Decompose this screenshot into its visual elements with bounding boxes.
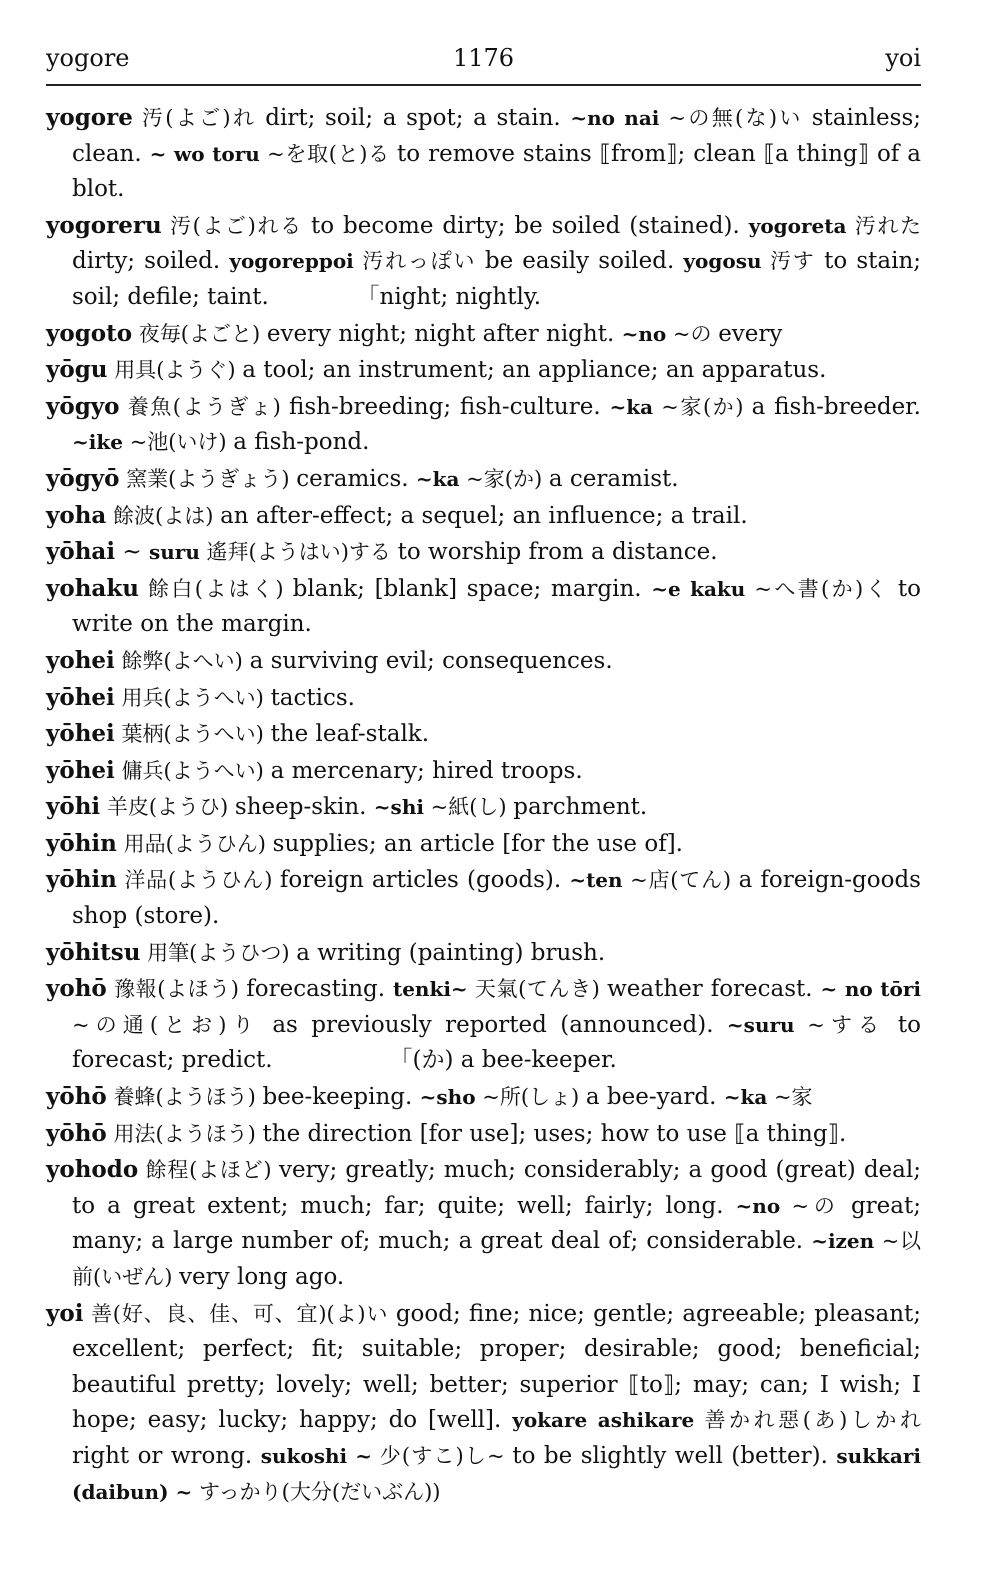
entry-subphrase: tenki~ bbox=[392, 977, 468, 1002]
entry-subphrase: sukoshi ~ bbox=[260, 1443, 372, 1468]
entry-subphrase: yogoreppoi bbox=[229, 249, 354, 274]
entry-japanese: ~池(いけ) bbox=[122, 430, 234, 455]
entry-definition: forecasting. bbox=[246, 976, 393, 1003]
dictionary-entry-yoho3 bbox=[46, 1116, 921, 1153]
entry-definition: a fish-breeder. bbox=[751, 393, 929, 420]
entry-japanese: 豫報(よほう) bbox=[106, 977, 247, 1002]
entry-definition: be easily soiled. bbox=[484, 248, 684, 275]
entry-japanese: 用法(ようほう) bbox=[106, 1121, 263, 1146]
entry-definition: sheep-skin. bbox=[234, 794, 374, 821]
entry-headword: yōhin bbox=[46, 829, 117, 857]
entry-japanese: ~店(てん) bbox=[622, 868, 739, 893]
entry-japanese: 善(好、良、佳、可、宜)(よ)い bbox=[83, 1301, 396, 1326]
dictionary-entry-yohitsu bbox=[46, 935, 921, 972]
entry-japanese: 汚れっぽい bbox=[353, 249, 485, 274]
entry-list bbox=[46, 100, 929, 1510]
entry-definition: blank; [blank] space; margin. bbox=[292, 575, 652, 602]
entry-subphrase: ~suru bbox=[726, 1012, 795, 1037]
entry-subphrase: sukkari (daibun) ~ bbox=[72, 1443, 928, 1504]
entry-headword: yohō bbox=[46, 975, 107, 1003]
entry-definition: great; many; a large number of; much; a great deal of; considerable. bbox=[72, 1192, 929, 1255]
entry-subphrase: ~ike bbox=[72, 430, 123, 455]
header-rule bbox=[46, 84, 921, 86]
entry-japanese: 夜毎(よごと) bbox=[132, 321, 267, 346]
entry-japanese: 窯業(ようぎょう) bbox=[119, 466, 297, 491]
dictionary-entry-yohi bbox=[46, 789, 921, 826]
entry-japanese: すっかり(大分(だいぶん)) bbox=[192, 1479, 441, 1504]
entry-japanese: 養魚(ようぎょ) bbox=[119, 394, 290, 419]
entry-japanese: 汚(よご)れる bbox=[161, 213, 311, 238]
dictionary-entry-yogoto bbox=[46, 316, 921, 353]
entry-japanese: 洋品(ようひん) bbox=[116, 868, 280, 893]
entry-headword: yōgu bbox=[46, 356, 108, 384]
entry-definition: very long ago. bbox=[179, 1264, 345, 1290]
entry-japanese: 葉柄(ようへい) bbox=[114, 722, 271, 747]
dictionary-entry-yogyo bbox=[46, 389, 929, 461]
entry-definition: bee-keeping. bbox=[262, 1084, 420, 1111]
entry-definition: a foreign-goods shop (store). bbox=[72, 867, 929, 930]
entry-japanese: ~家(か) bbox=[459, 466, 549, 491]
entry-subphrase: ~ wo toru bbox=[149, 141, 260, 166]
entry-subphrase: ~no bbox=[621, 321, 667, 346]
dictionary-entry-yohei2 bbox=[46, 680, 921, 717]
dictionary-entry-yohei3 bbox=[46, 716, 921, 753]
entry-japanese: ~する bbox=[794, 1012, 898, 1037]
entry-definition: very; greatly; much; considerably; a good (great) deal; to a great extent; much; far; quite; well; fairly; long. bbox=[72, 1157, 929, 1219]
dictionary-entry-yogore bbox=[46, 100, 929, 208]
entry-subphrase: yogosu bbox=[683, 249, 762, 274]
entry-definition: a surviving evil; consequences. bbox=[249, 647, 613, 674]
entry-headword: yohei bbox=[46, 646, 115, 674]
entry-subphrase: ~izen bbox=[811, 1229, 875, 1254]
entry-japanese: ~の無(な)い bbox=[659, 106, 812, 130]
entry-definition: to be slightly well (better). bbox=[512, 1442, 837, 1469]
entry-japanese: ~紙(し) bbox=[423, 795, 514, 820]
entry-definition: to become dirty; be soiled (stained). bbox=[310, 212, 749, 239]
entry-japanese: 餘波(よは) bbox=[106, 503, 221, 528]
entry-headword: yōhei bbox=[46, 720, 115, 748]
entry-japanese: ~を取(と)る bbox=[259, 141, 398, 166]
entry-definition: as previously reported (announced). bbox=[272, 1011, 727, 1038]
entry-subphrase: suru bbox=[148, 540, 200, 565]
dictionary-entry-yogoreru bbox=[46, 208, 929, 316]
entry-definition: the direction [for use]; uses; how to use ⟦a thing⟧. bbox=[262, 1120, 847, 1147]
entry-definition: fish-breeding; fish-culture. bbox=[289, 393, 610, 420]
entry-headword: yōhi bbox=[46, 793, 101, 821]
entry-japanese: ~の bbox=[666, 321, 719, 346]
entry-subphrase: ~ no tōri bbox=[820, 977, 921, 1002]
entry-definition: tactics. bbox=[270, 684, 355, 711]
entry-japanese: 少(すこ)し~ bbox=[371, 1443, 513, 1468]
dictionary-entry-yohaku bbox=[46, 571, 929, 643]
dictionary-entry-yohei bbox=[46, 643, 921, 680]
entry-japanese: 善かれ惡(あ)しかれ bbox=[694, 1408, 928, 1433]
entry-japanese: 天氣(てんき) bbox=[467, 977, 608, 1002]
entry-subphrase: ~ka bbox=[609, 394, 654, 419]
entry-japanese: 汚(よご)れ bbox=[132, 106, 266, 130]
entry-japanese: 餘白(よはく) bbox=[139, 576, 293, 601]
header-right-guideword: yoi bbox=[885, 44, 921, 72]
entry-definition: parchment. bbox=[513, 794, 648, 821]
entry-headword: yohaku bbox=[46, 574, 139, 602]
entry-definition: dirty; soiled. bbox=[72, 248, 230, 275]
entry-subphrase: ~ten bbox=[569, 868, 623, 893]
entry-japanese: 用具(ようぐ) bbox=[107, 358, 243, 383]
entry-subphrase: ~shi bbox=[373, 795, 424, 820]
entry-subphrase: ~no bbox=[735, 1193, 781, 1218]
entry-definition: to worship from a distance. bbox=[397, 539, 718, 566]
entry-definition: to stain; soil; defile; taint. 「night; nightly. bbox=[72, 248, 929, 310]
dictionary-entry-yohin2 bbox=[46, 862, 929, 934]
entry-subphrase: ~ka bbox=[723, 1085, 768, 1110]
dictionary-entry-yohodo bbox=[46, 1152, 929, 1295]
entry-headword: yōhō bbox=[46, 1119, 107, 1147]
entry-headword: yogoto bbox=[46, 319, 133, 347]
entry-definition: weather forecast. bbox=[607, 976, 821, 1003]
dictionary-entry-yohin bbox=[46, 826, 921, 863]
running-header bbox=[46, 44, 921, 76]
entry-headword: yōhitsu bbox=[46, 938, 141, 966]
entry-japanese: 餘程(よほど) bbox=[138, 1158, 279, 1183]
entry-japanese: ~所(しょ) bbox=[475, 1085, 586, 1110]
entry-japanese: ~以前(いぜん) bbox=[72, 1229, 921, 1289]
entry-japanese: 羊皮(ようひ) bbox=[100, 795, 235, 820]
entry-headword: yoi bbox=[46, 1299, 84, 1327]
entry-definition: ceramics. bbox=[296, 465, 416, 492]
entry-headword: yohodo bbox=[46, 1156, 139, 1184]
entry-japanese: 汚す bbox=[761, 249, 825, 274]
entry-subphrase: ~e kaku bbox=[651, 576, 746, 601]
entry-subphrase: ~sho bbox=[419, 1085, 476, 1110]
entry-definition: a fish-pond. bbox=[233, 429, 370, 456]
entry-definition: to remove stains ⟦from⟧; clean ⟦a thing⟧ of a blot. bbox=[72, 140, 929, 203]
entry-headword: yogoreru bbox=[46, 211, 162, 239]
entry-headword: yōhei bbox=[46, 683, 115, 711]
entry-japanese: 遙拜(ようはい)する bbox=[199, 540, 398, 565]
entry-definition: a tool; an instrument; an appliance; an apparatus. bbox=[242, 357, 827, 384]
entry-definition: dirt; soil; a spot; a stain. bbox=[265, 105, 571, 131]
entry-japanese: 用品(ようひん) bbox=[116, 831, 273, 856]
entry-definition: to forecast; predict. 「(か) a bee-keeper. bbox=[72, 1011, 929, 1074]
entry-japanese: ~家 bbox=[767, 1085, 813, 1110]
entry-definition: a mercenary; hired troops. bbox=[270, 757, 583, 784]
entry-definition: every bbox=[718, 320, 783, 347]
dictionary-entry-yogyo2 bbox=[46, 461, 921, 498]
dictionary-entry-yogu bbox=[46, 352, 921, 389]
entry-definition: good; fine; nice; gentle; agreeable; pleasant; excellent; perfect; fit; suitable; proper; desirable; good; beneficial; beautiful pretty; lovely; well; better; superior ⟦to⟧; may; can; I wish; I hope; easy; lucky; happy; do [well]. bbox=[72, 1300, 929, 1434]
entry-headword: yoha bbox=[46, 501, 107, 529]
entry-japanese: 用筆(ようひつ) bbox=[140, 940, 297, 965]
dictionary-entry-yoi bbox=[46, 1296, 929, 1511]
entry-definition: the leaf-stalk. bbox=[270, 721, 430, 748]
entry-subphrase: ~ka bbox=[415, 466, 460, 491]
entry-definition: foreign articles (goods). bbox=[279, 867, 570, 894]
entry-headword: yōhō bbox=[46, 1083, 107, 1111]
entry-definition: an after-effect; a sequel; an influence; a trail. bbox=[220, 502, 748, 529]
entry-headword: yōhai bbox=[46, 538, 116, 566]
entry-headword: yōgyo bbox=[46, 392, 120, 420]
entry-definition: to write on the margin. bbox=[72, 575, 929, 638]
entry-definition: supplies; an article [for the use of]. bbox=[272, 830, 683, 857]
entry-headword: yōgyō bbox=[46, 464, 120, 492]
dictionary-entry-yohei4 bbox=[46, 753, 921, 790]
entry-definition: every night; night after night. bbox=[266, 320, 622, 347]
entry-japanese: ~の bbox=[780, 1193, 851, 1218]
dictionary-entry-yohai bbox=[46, 534, 921, 571]
entry-japanese: 養蜂(ようほう) bbox=[106, 1085, 263, 1110]
entry-headword: yōhin bbox=[46, 866, 117, 894]
entry-headword: yogore bbox=[46, 104, 133, 131]
entry-japanese: ~家(か) bbox=[653, 394, 752, 419]
page-number: 1176 bbox=[452, 44, 515, 72]
entry-subphrase: yogoreta bbox=[748, 213, 847, 238]
entry-definition: a ceramist. bbox=[548, 465, 679, 492]
entry-definition: right or wrong. bbox=[72, 1442, 261, 1469]
dictionary-entry-yoho2 bbox=[46, 1079, 921, 1116]
header-left-guideword: yogore bbox=[46, 44, 130, 72]
entry-definition: a writing (painting) brush. bbox=[296, 939, 606, 966]
entry-subphrase: ~no nai bbox=[570, 106, 660, 130]
entry-definition: stainless; clean. bbox=[72, 105, 929, 167]
entry-japanese: 傭兵(ようへい) bbox=[114, 758, 271, 783]
entry-definition: ~ bbox=[115, 539, 149, 566]
entry-japanese: 餘弊(よへい) bbox=[114, 648, 250, 673]
entry-japanese: 用兵(ようへい) bbox=[114, 685, 271, 710]
entry-subphrase: yokare ashikare bbox=[512, 1408, 695, 1433]
entry-headword: yōhei bbox=[46, 756, 115, 784]
entry-japanese: ~の通(とお)り bbox=[72, 977, 928, 1037]
entry-japanese: ~へ書(か)く bbox=[745, 576, 898, 601]
entry-japanese: 汚れた bbox=[846, 213, 928, 238]
dictionary-entry-yoho bbox=[46, 971, 929, 1079]
entry-definition: a bee-yard. bbox=[585, 1084, 724, 1111]
dictionary-entry-yoha bbox=[46, 498, 921, 535]
